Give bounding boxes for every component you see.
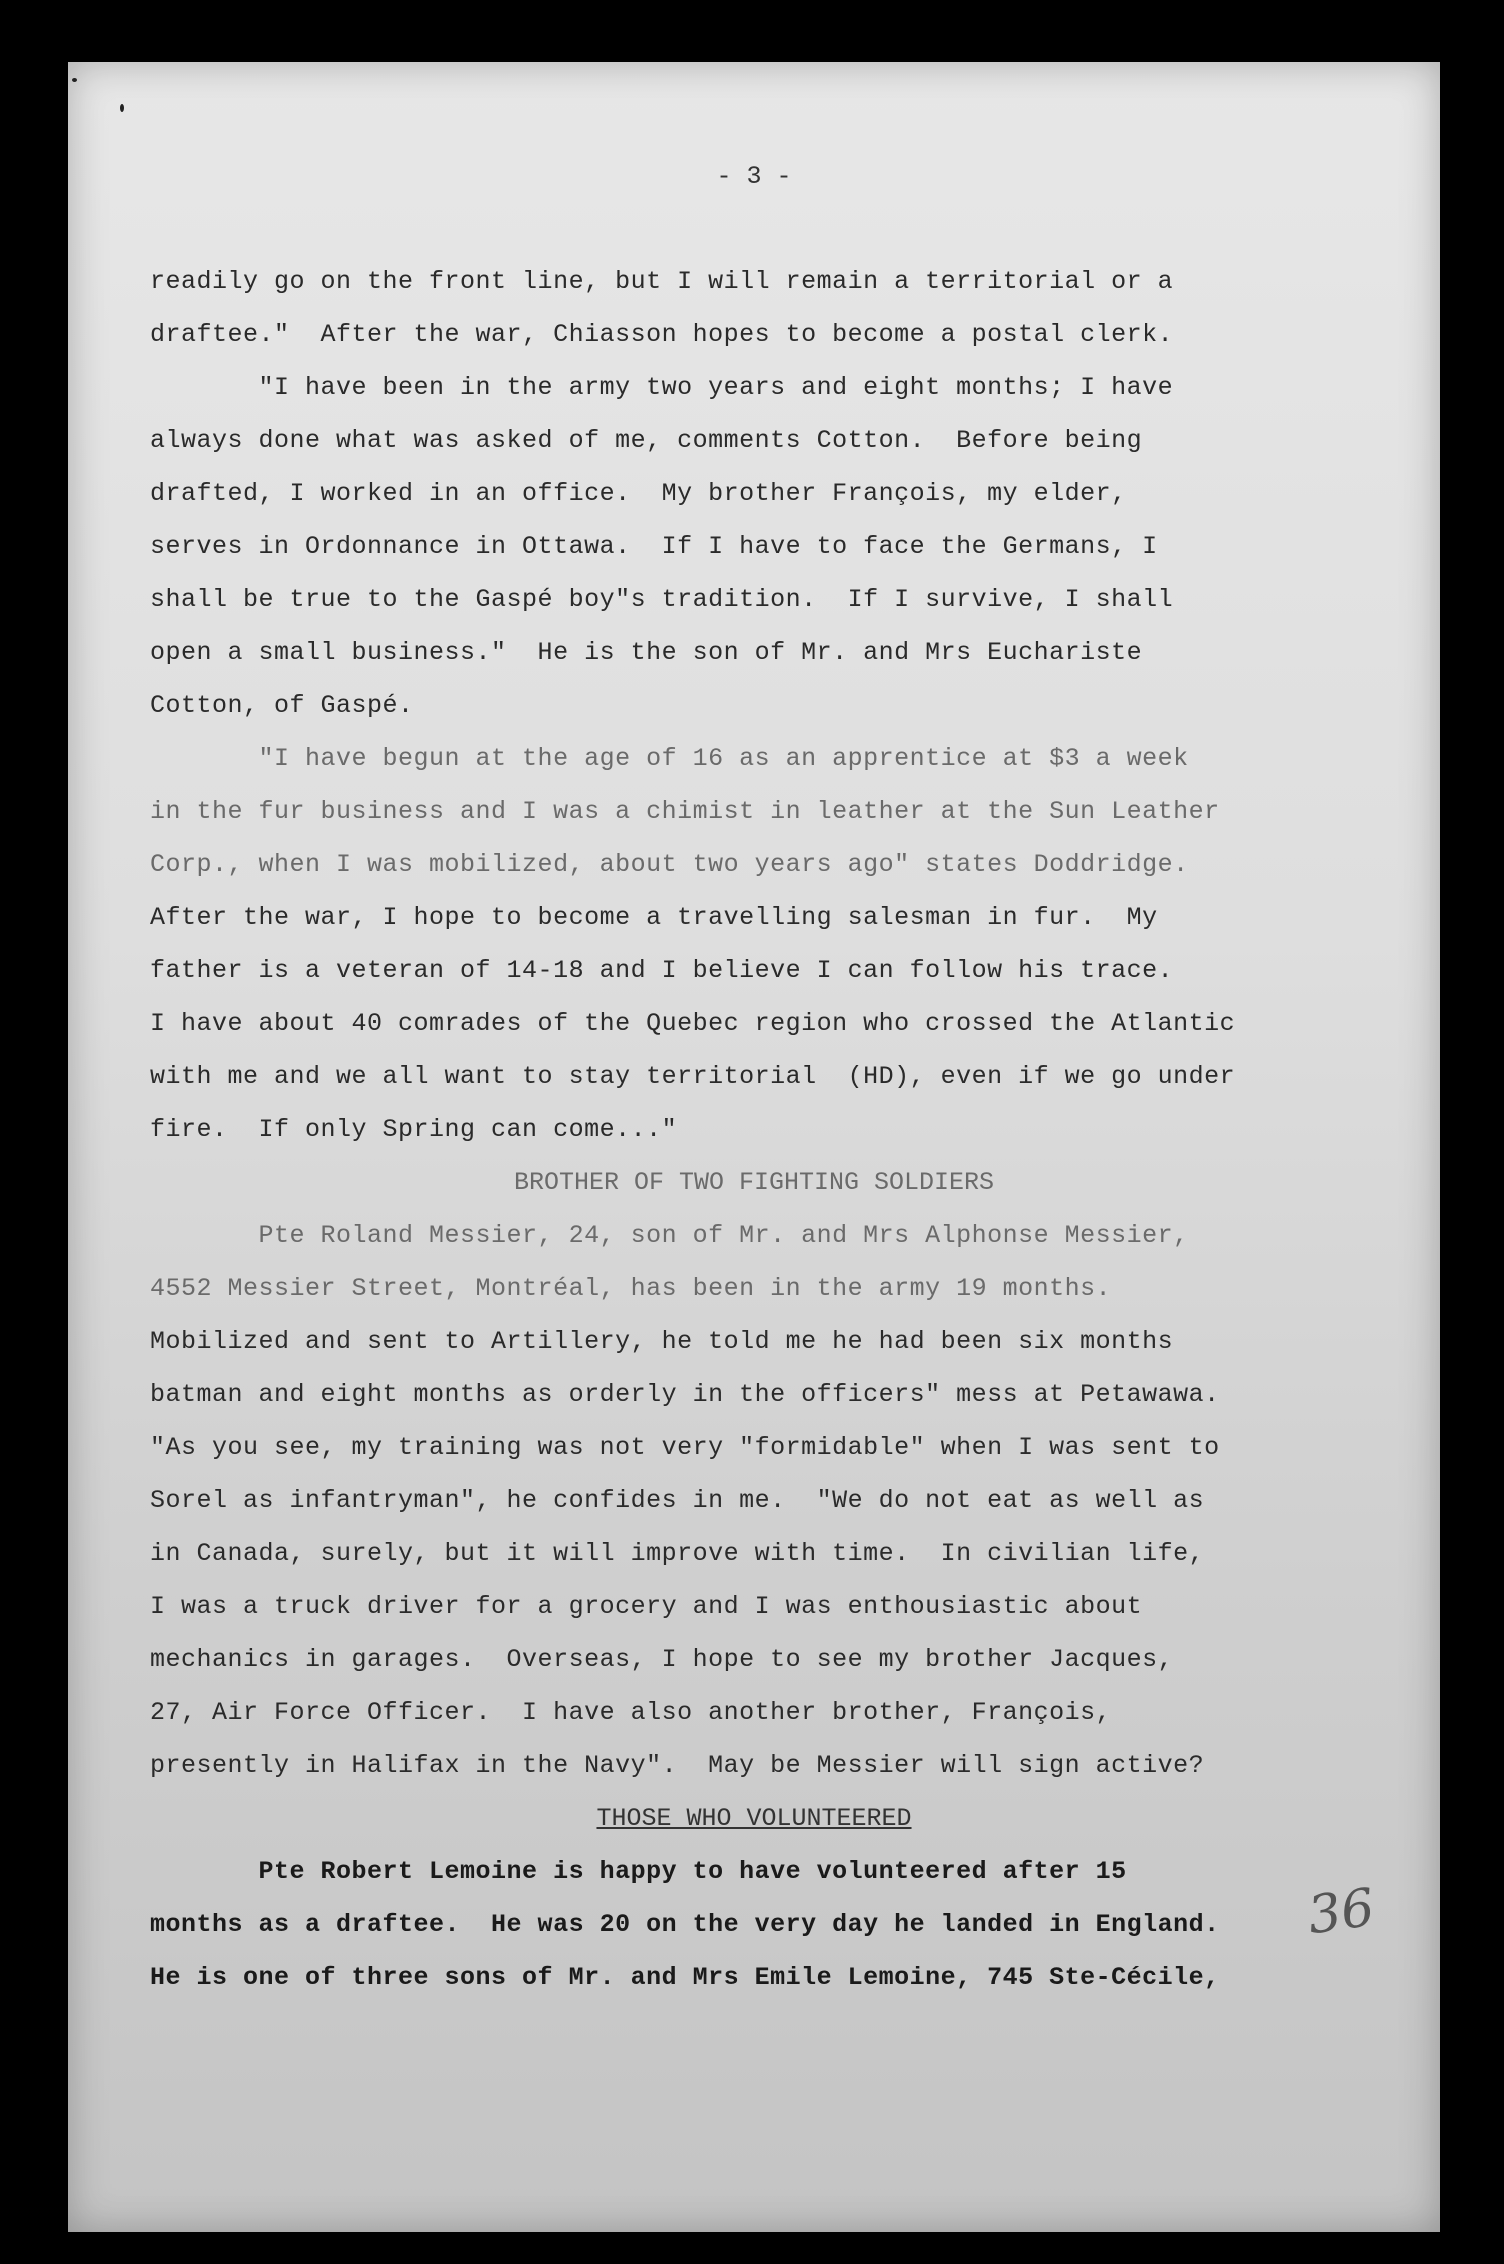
- text-line: 4552 Messier Street, Montréal, has been in the army 19 months.: [150, 1274, 1112, 1303]
- text-line: Cotton, of Gaspé.: [150, 691, 414, 720]
- text-line: Pte Robert Lemoine is happy to have volunteered after 15: [150, 1857, 1127, 1886]
- text-line: draftee." After the war, Chiasson hopes to become a postal clerk.: [150, 320, 1174, 349]
- text-line: Mobilized and sent to Artillery, he told me he had been six months: [150, 1327, 1174, 1356]
- text-line: 27, Air Force Officer. I have also another brother, François,: [150, 1698, 1112, 1727]
- document-page: [68, 62, 1440, 2232]
- text-line: always done what was asked of me, comments Cotton. Before being: [150, 426, 1143, 455]
- text-line: Pte Roland Messier, 24, son of Mr. and Mrs Alphonse Messier,: [150, 1221, 1189, 1250]
- text-line: drafted, I worked in an office. My brother François, my elder,: [150, 479, 1127, 508]
- text-line: He is one of three sons of Mr. and Mrs Emile Lemoine, 745 Ste-Cécile,: [150, 1963, 1220, 1992]
- margin-annotation: 36: [1304, 1877, 1379, 1947]
- text-line: mechanics in garages. Overseas, I hope to see my brother Jacques,: [150, 1645, 1174, 1674]
- section-heading-brother: BROTHER OF TWO FIGHTING SOLDIERS: [513, 1168, 995, 1197]
- text-line: serves in Ordonnance in Ottawa. If I have to face the Germans, I: [150, 532, 1158, 561]
- text-line: shall be true to the Gaspé boy"s tradition. If I survive, I shall: [150, 585, 1174, 614]
- text-line: in Canada, surely, but it will improve with time. In civilian life,: [150, 1539, 1205, 1568]
- ink-speck: [72, 78, 77, 82]
- text-line: months as a draftee. He was 20 on the very day he landed in England.: [150, 1910, 1220, 1939]
- text-line: in the fur business and I was a chimist in leather at the Sun Leather: [150, 797, 1220, 826]
- ink-speck: [120, 104, 124, 112]
- text-line: batman and eight months as orderly in the officers" mess at Petawawa.: [150, 1380, 1220, 1409]
- text-line: presently in Halifax in the Navy". May be Messier will sign active?: [150, 1751, 1205, 1780]
- text-line: open a small business." He is the son of Mr. and Mrs Eucharistе: [150, 638, 1143, 667]
- text-line: "I have been in the army two years and eight months; I have: [150, 373, 1174, 402]
- text-line: Sorel as infantryman", he confides in me. "We do not eat as well as: [150, 1486, 1205, 1515]
- text-line: father is a veteran of 14-18 and I believe I can follow his trace.: [150, 956, 1174, 985]
- text-line: "I have begun at the age of 16 as an apprentice at $3 a week: [150, 744, 1189, 773]
- section-heading-volunteered: THOSE WHO VOLUNTEERED: [596, 1804, 912, 1833]
- text-line: Corp., when I was mobilized, about two years ago" states Doddridge.: [150, 850, 1189, 879]
- text-line: fire. If only Spring can come...": [150, 1115, 678, 1144]
- text-line: "As you see, my training was not very "formidable" when I was sent to: [150, 1433, 1220, 1462]
- text-line: with me and we all want to stay territorial (HD), even if we go under: [150, 1062, 1236, 1091]
- page-number: - 3 -: [716, 162, 792, 191]
- text-line: I have about 40 comrades of the Quebec region who crossed the Atlantic: [150, 1009, 1236, 1038]
- text-line: readily go on the front line, but I will remain a territorial or a: [150, 267, 1174, 296]
- text-line: I was a truck driver for a grocery and I was enthousiastic about: [150, 1592, 1143, 1621]
- text-line: After the war, I hope to become a travelling salesman in fur. My: [150, 903, 1158, 932]
